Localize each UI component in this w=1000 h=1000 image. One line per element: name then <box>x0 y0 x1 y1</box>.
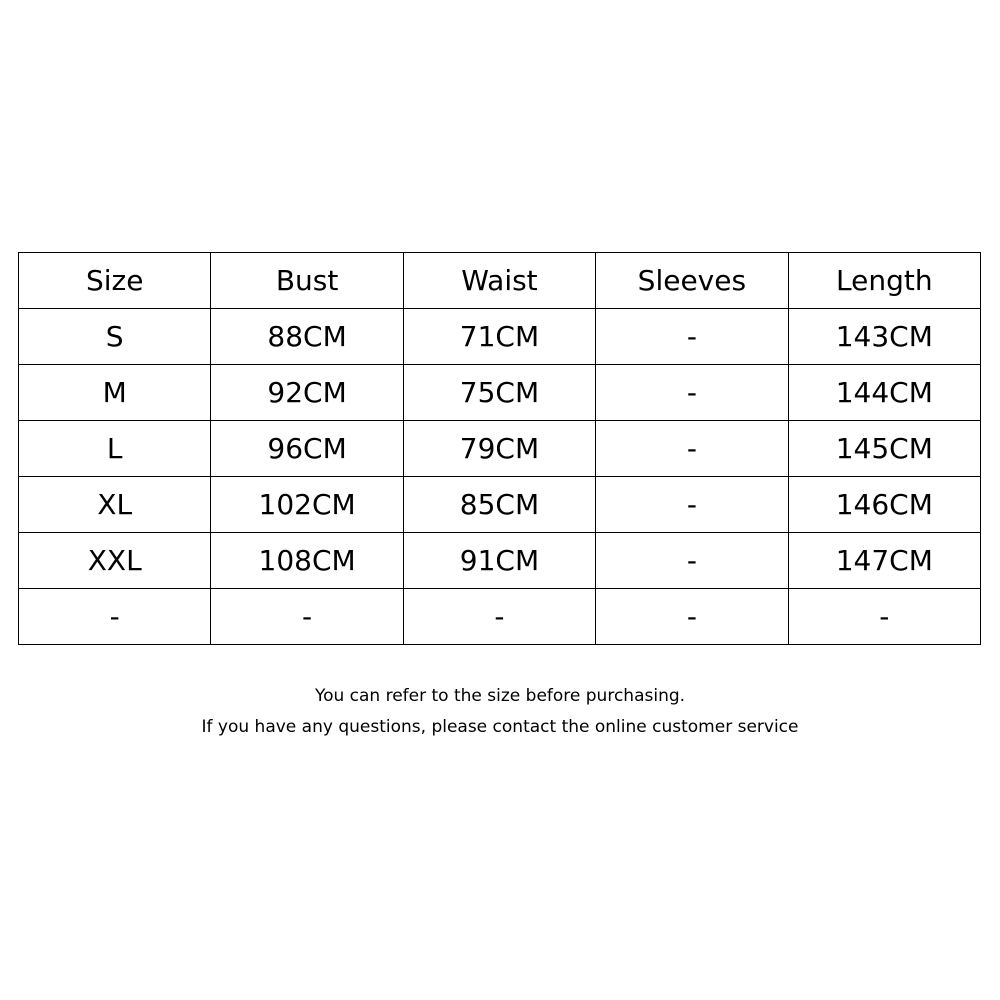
cell-bust: - <box>211 589 403 645</box>
header-waist: Waist <box>403 253 595 309</box>
cell-waist: 79CM <box>403 421 595 477</box>
cell-bust: 92CM <box>211 365 403 421</box>
table-row <box>19 477 981 533</box>
cell-waist: 71CM <box>403 309 595 365</box>
size-chart-table <box>18 252 981 645</box>
cell-length: 144CM <box>788 365 980 421</box>
cell-size: XXL <box>19 533 211 589</box>
size-notes <box>0 681 1000 743</box>
cell-sleeves: - <box>596 421 788 477</box>
note-line-refer: You can refer to the size before purchasing. <box>314 686 686 706</box>
cell-waist: 75CM <box>403 365 595 421</box>
header-bust: Bust <box>211 253 403 309</box>
cell-size: - <box>19 589 211 645</box>
cell-bust: 96CM <box>211 421 403 477</box>
table-row <box>19 365 981 421</box>
cell-size: M <box>19 365 211 421</box>
cell-sleeves: - <box>596 309 788 365</box>
table-row <box>19 589 981 645</box>
note-line-contact: If you have any questions, please contact the online customer service <box>201 717 799 737</box>
table-header-row <box>19 253 981 309</box>
table-row <box>19 533 981 589</box>
cell-bust: 108CM <box>211 533 403 589</box>
table-row <box>19 421 981 477</box>
cell-waist: - <box>403 589 595 645</box>
cell-waist: 91CM <box>403 533 595 589</box>
cell-length: 145CM <box>788 421 980 477</box>
header-length: Length <box>788 253 980 309</box>
cell-size: XL <box>19 477 211 533</box>
cell-sleeves: - <box>596 365 788 421</box>
cell-bust: 102CM <box>211 477 403 533</box>
cell-size: S <box>19 309 211 365</box>
cell-bust: 88CM <box>211 309 403 365</box>
header-size: Size <box>19 253 211 309</box>
cell-length: 147CM <box>788 533 980 589</box>
cell-waist: 85CM <box>403 477 595 533</box>
cell-size: L <box>19 421 211 477</box>
cell-length: 146CM <box>788 477 980 533</box>
cell-sleeves: - <box>596 589 788 645</box>
header-sleeves: Sleeves <box>596 253 788 309</box>
cell-sleeves: - <box>596 533 788 589</box>
cell-length: 143CM <box>788 309 980 365</box>
cell-sleeves: - <box>596 477 788 533</box>
table-row <box>19 309 981 365</box>
cell-length: - <box>788 589 980 645</box>
